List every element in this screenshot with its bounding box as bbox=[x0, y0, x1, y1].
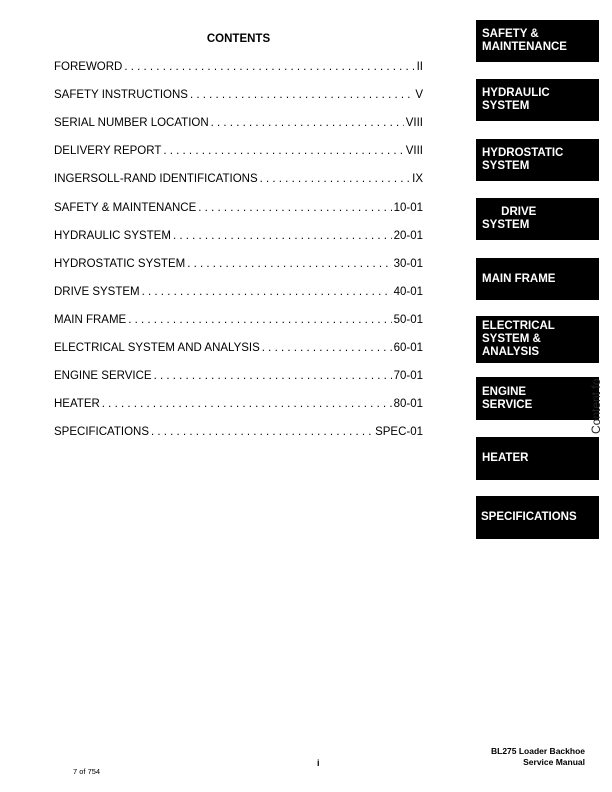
tab-label-line: SAFETY & bbox=[482, 28, 539, 40]
toc-entry-heater[interactable] bbox=[54, 398, 423, 412]
tab-label-line: DRIVE bbox=[482, 206, 537, 218]
toc-leader-dots bbox=[198, 202, 391, 214]
side-watermark-text: Content fo bbox=[589, 378, 603, 434]
toc-entry-page: 80-01 bbox=[393, 398, 423, 410]
toc-entry-label: HYDROSTATIC SYSTEM bbox=[54, 258, 186, 270]
toc-entry-engine-service[interactable] bbox=[54, 370, 423, 384]
tab-label-line: HEATER bbox=[482, 452, 529, 464]
toc-leader-dots bbox=[142, 286, 392, 298]
footer-page-count: 7 of 754 bbox=[73, 767, 101, 776]
tab-label-line: ANALYSIS bbox=[482, 346, 540, 358]
toc-leader-dots bbox=[102, 398, 392, 410]
toc-entry-page: 30-01 bbox=[393, 258, 423, 270]
tab-label-line: SPECIFICATIONS bbox=[481, 511, 577, 523]
tab-label-line: HYDRAULIC bbox=[482, 87, 550, 99]
tab-electrical-system[interactable] bbox=[476, 316, 599, 363]
toc-entry-label: ENGINE SERVICE bbox=[54, 370, 152, 382]
toc-entry-label: SAFETY & MAINTENANCE bbox=[54, 202, 197, 214]
footer-page-number: i bbox=[317, 758, 320, 768]
toc-entry-page: 20-01 bbox=[393, 230, 423, 242]
toc-entry-label: SERIAL NUMBER LOCATION bbox=[54, 117, 209, 129]
tab-label-line: MAINTENANCE bbox=[482, 41, 567, 53]
tab-drive-system[interactable] bbox=[476, 198, 599, 240]
toc-entry-label: SPECIFICATIONS bbox=[54, 426, 149, 438]
tab-specifications[interactable] bbox=[476, 496, 599, 539]
toc-entry-label: DRIVE SYSTEM bbox=[54, 286, 140, 298]
toc-leader-dots bbox=[260, 173, 411, 185]
toc-entry-label: SAFETY INSTRUCTIONS bbox=[54, 89, 188, 101]
toc-leader-dots bbox=[211, 117, 404, 129]
contents-title: CONTENTS bbox=[206, 33, 271, 45]
toc-entry-label: FOREWORD bbox=[54, 61, 123, 73]
toc-entry-label: MAIN FRAME bbox=[54, 314, 127, 326]
footer-title-line: Service Manual bbox=[523, 757, 585, 767]
tab-main-frame[interactable] bbox=[476, 258, 599, 300]
toc-entry-page: 70-01 bbox=[393, 370, 423, 382]
tab-engine-service[interactable] bbox=[476, 377, 599, 420]
toc-entry-hydrostatic-system[interactable] bbox=[54, 258, 423, 272]
toc-leader-dots bbox=[128, 314, 391, 326]
toc-entry-safety-maintenance[interactable] bbox=[54, 202, 423, 216]
toc-leader-dots bbox=[151, 426, 373, 438]
toc-entry-label: HYDRAULIC SYSTEM bbox=[54, 230, 171, 242]
toc-leader-dots bbox=[173, 230, 392, 242]
toc-entry-electrical-system[interactable] bbox=[54, 342, 423, 356]
toc-entry-page: 60-01 bbox=[393, 342, 423, 354]
toc-entry-ingersoll-rand-identifications[interactable] bbox=[54, 173, 423, 187]
toc-leader-dots bbox=[262, 342, 392, 354]
toc-entry-delivery-report[interactable] bbox=[54, 145, 423, 159]
toc-entry-label: DELIVERY REPORT bbox=[54, 145, 162, 157]
toc-entry-main-frame[interactable] bbox=[54, 314, 423, 328]
tab-label-line: SYSTEM bbox=[482, 100, 530, 112]
toc-entry-hydraulic-system[interactable] bbox=[54, 230, 423, 244]
toc-entry-page: 10-01 bbox=[393, 202, 423, 214]
footer-manual-title bbox=[491, 746, 585, 768]
tab-hydrostatic-system[interactable] bbox=[476, 139, 599, 181]
toc-leader-dots bbox=[163, 145, 403, 157]
tab-label-line: SERVICE bbox=[482, 398, 533, 411]
tab-safety-maintenance[interactable] bbox=[476, 20, 599, 62]
toc-entry-serial-number-location[interactable] bbox=[54, 117, 423, 131]
toc-entry-specifications[interactable] bbox=[54, 426, 423, 440]
toc-entry-page: 50-01 bbox=[393, 314, 423, 326]
toc-entry-page: VIII bbox=[405, 145, 423, 157]
toc-entry-page: 40-01 bbox=[393, 286, 423, 298]
tab-label-line: MAIN FRAME bbox=[482, 272, 556, 285]
tab-label-line: SYSTEM & bbox=[482, 333, 541, 345]
toc-entry-foreword[interactable] bbox=[54, 61, 423, 75]
toc-entry-page: IX bbox=[412, 173, 423, 185]
toc-leader-dots bbox=[154, 370, 392, 382]
tab-heater[interactable] bbox=[476, 437, 599, 480]
tab-hydraulic-system[interactable] bbox=[476, 79, 599, 121]
tab-label-line: SYSTEM bbox=[482, 160, 530, 172]
toc-entry-label: ELECTRICAL SYSTEM AND ANALYSIS bbox=[54, 342, 260, 354]
toc-entry-page: VIII bbox=[405, 117, 423, 129]
tab-label-line: SYSTEM bbox=[482, 219, 530, 231]
toc-leader-dots bbox=[190, 89, 413, 101]
toc-entry-page: SPEC-01 bbox=[375, 426, 423, 438]
tab-label-line: ELECTRICAL bbox=[482, 320, 555, 332]
toc-entry-page: V bbox=[415, 89, 423, 101]
tab-label-line: HYDROSTATIC bbox=[482, 147, 564, 159]
toc-entry-drive-system[interactable] bbox=[54, 286, 423, 300]
toc-leader-dots bbox=[187, 258, 391, 270]
toc-entry-label: INGERSOLL-RAND IDENTIFICATIONS bbox=[54, 173, 258, 185]
toc-entry-safety-instructions[interactable] bbox=[54, 89, 423, 103]
tab-label-line: ENGINE bbox=[482, 385, 527, 398]
toc-leader-dots bbox=[124, 61, 414, 73]
footer-title-line: BL275 Loader Backhoe bbox=[490, 746, 585, 756]
toc-entry-page: II bbox=[416, 61, 423, 73]
toc-entry-label: HEATER bbox=[54, 398, 100, 410]
